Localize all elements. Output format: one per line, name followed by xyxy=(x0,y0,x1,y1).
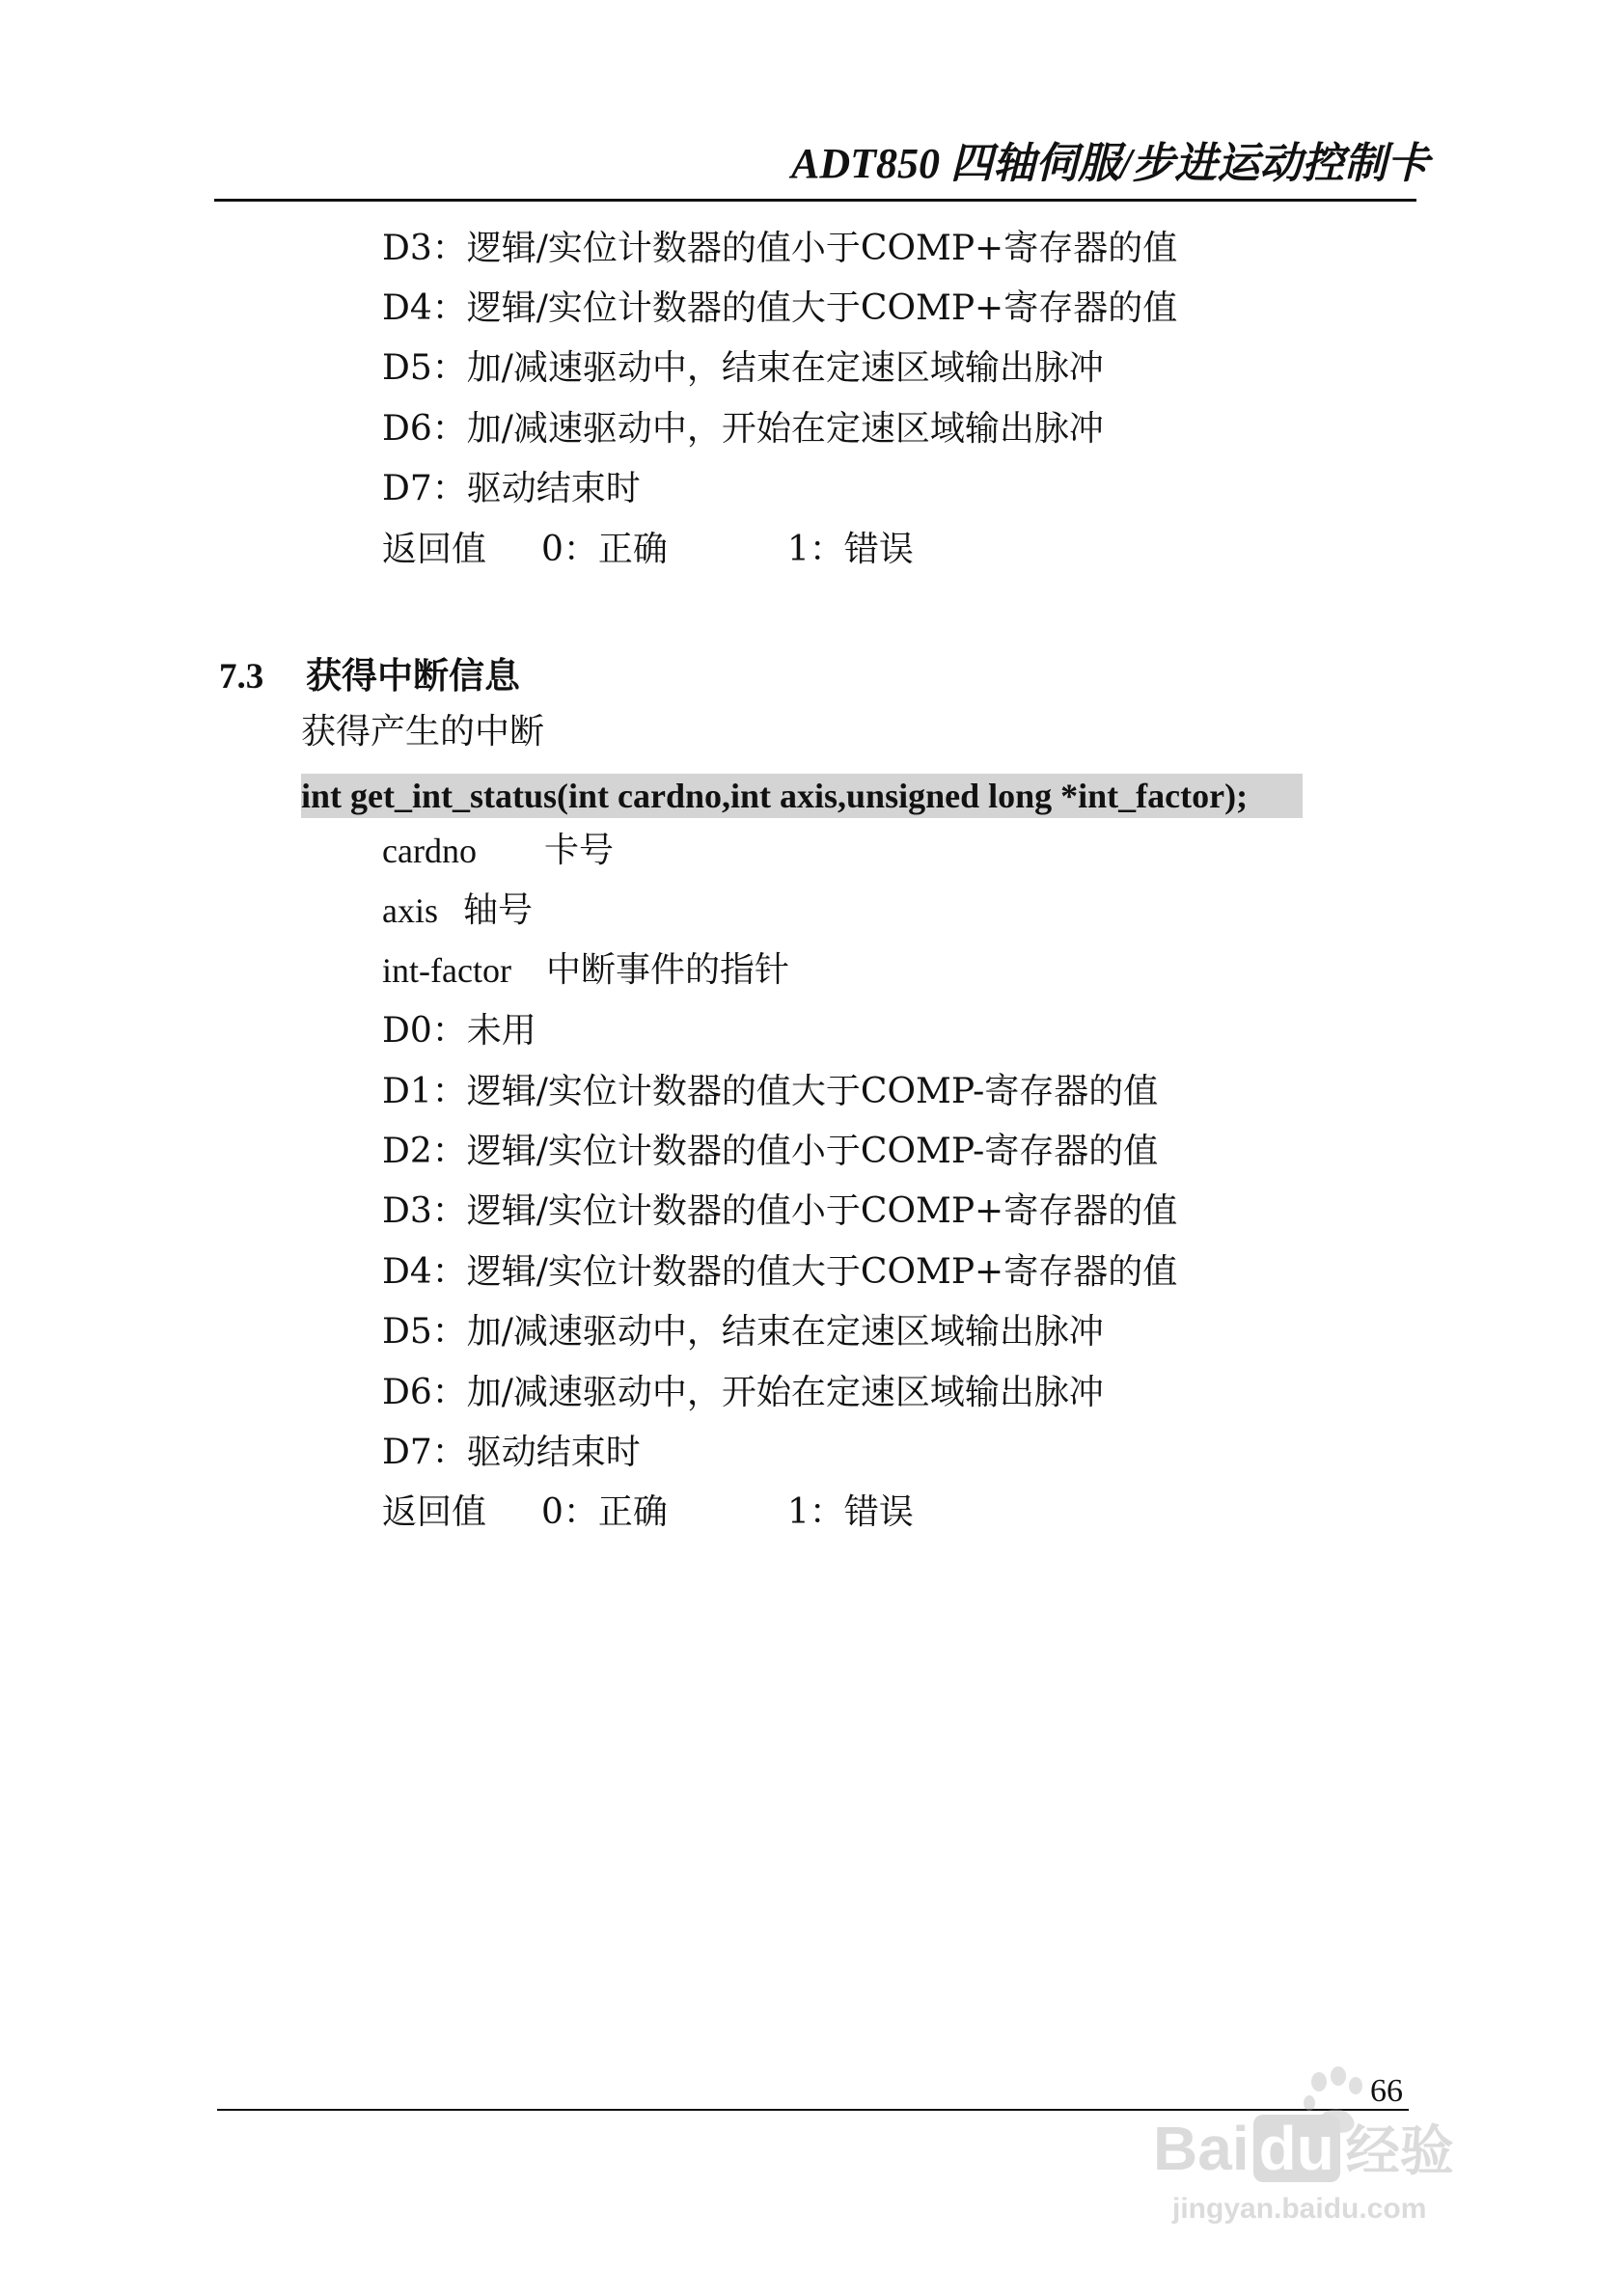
param-row-axis xyxy=(382,889,534,933)
bit-d6: D6：加/减速驱动中，开始在定速区域输出脉冲 xyxy=(382,1373,1104,1412)
section-number: 7.3 xyxy=(219,657,264,697)
return-ok: 0：正确 xyxy=(541,1492,668,1532)
bit-d1: D1：逻辑/实位计数器的值大于COMP-寄存器的值 xyxy=(382,1072,1159,1111)
param-row-int-factor xyxy=(382,949,790,993)
param-desc: 轴号 xyxy=(463,890,534,930)
param-name: axis xyxy=(382,891,438,930)
param-desc: 中断事件的指针 xyxy=(546,950,790,990)
function-signature: int get_int_status(int cardno,int axis,unsigned long *int_factor); xyxy=(301,774,1303,818)
watermark-brand: Bai du 经验 xyxy=(1153,2114,1454,2183)
bit-d7: D7：驱动结束时 xyxy=(382,1433,641,1472)
section-return-row xyxy=(382,1491,914,1534)
section-title: 获得中断信息 xyxy=(306,654,520,697)
param-desc: 卡号 xyxy=(544,831,615,870)
return-ok: 0：正确 xyxy=(541,530,668,569)
bit-d5: D5：加/减速驱动中，结束在定速区域输出脉冲 xyxy=(382,1312,1104,1352)
watermark-url: jingyan.baidu.com xyxy=(1172,2193,1427,2225)
return-label: 返回值 xyxy=(382,530,487,569)
baidu-jingyan-watermark xyxy=(1153,2064,1539,2257)
return-err: 1：错误 xyxy=(787,530,914,569)
page-header-title: ADT850 四轴伺服/步进运动控制卡 xyxy=(791,140,1430,187)
param-name: int-factor xyxy=(382,951,511,990)
block1-bit-d4: D4：逻辑/实位计数器的值大于COMP+寄存器的值 xyxy=(382,288,1178,328)
header-rule xyxy=(214,199,1416,202)
section-heading xyxy=(219,654,520,698)
return-err: 1：错误 xyxy=(787,1492,914,1532)
block1-return-row xyxy=(382,529,914,571)
block1-bit-d5: D5：加/减速驱动中，结束在定速区域输出脉冲 xyxy=(382,348,1104,388)
param-row-cardno xyxy=(382,830,615,873)
bit-d0: D0：未用 xyxy=(382,1011,536,1051)
block1-bit-d6: D6：加/减速驱动中，开始在定速区域输出脉冲 xyxy=(382,409,1104,449)
bit-d3: D3：逻辑/实位计数器的值小于COMP+寄存器的值 xyxy=(382,1191,1178,1231)
param-name: cardno xyxy=(382,832,477,870)
bit-d4: D4：逻辑/实位计数器的值大于COMP+寄存器的值 xyxy=(382,1252,1178,1292)
block1-bit-d3: D3：逻辑/实位计数器的值小于COMP+寄存器的值 xyxy=(382,229,1178,268)
section-description: 获得产生的中断 xyxy=(301,712,545,752)
return-label: 返回值 xyxy=(382,1492,487,1532)
bit-d2: D2：逻辑/实位计数器的值小于COMP-寄存器的值 xyxy=(382,1132,1159,1171)
page-number: 66 xyxy=(1370,2073,1403,2109)
block1-bit-d7: D7：驱动结束时 xyxy=(382,469,641,508)
